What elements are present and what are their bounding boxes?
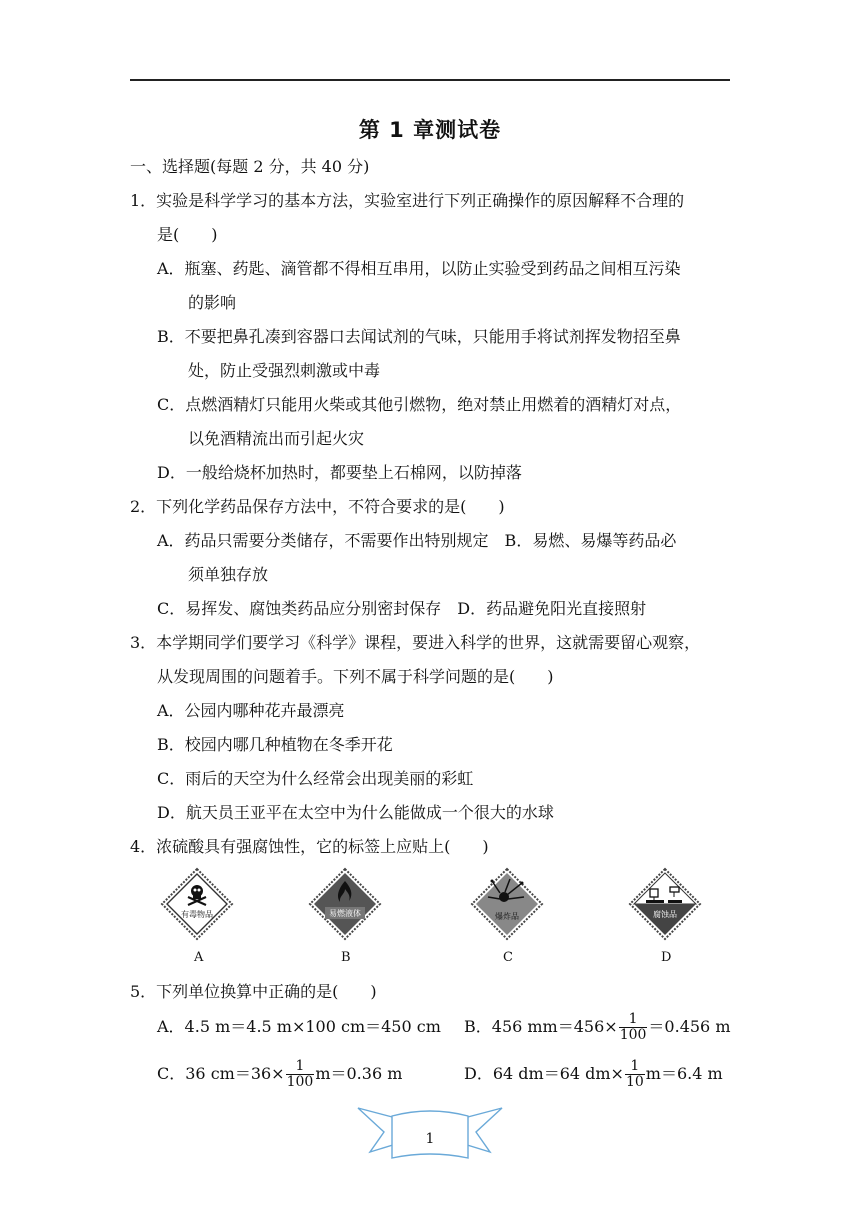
q3-option-a: A．公园内哪种花卉最漂亮	[157, 701, 345, 720]
q3-option-c: C．雨后的天空为什么经常会出现美丽的彩虹	[157, 769, 474, 788]
label-text-c: 爆炸品	[495, 912, 519, 921]
toxic-label-icon	[160, 867, 234, 941]
q1-option-c: C．点燃酒精灯只能用火柴或其他引燃物，绝对禁止用燃着的酒精灯对点，	[157, 395, 682, 414]
q5-option-d-prefix: D．64 dm＝64 dm×	[464, 1064, 624, 1083]
fraction	[619, 1012, 648, 1043]
header-rule	[130, 79, 730, 81]
q1-option-b-cont: 处，防止受强烈刺激或中毒	[188, 361, 381, 380]
q5-stem: 5．下列单位换算中正确的是( )	[130, 982, 377, 1001]
q5-option-b-prefix: B．456 mm＝456×	[464, 1017, 618, 1036]
q4-stem: 4．浓硫酸具有强腐蚀性，它的标签上应贴上( )	[130, 837, 489, 856]
q5-option-d	[464, 1055, 723, 1093]
fraction-numerator: 1	[619, 1012, 648, 1028]
label-letter-c: C	[503, 950, 513, 965]
q1-option-b: B．不要把鼻孔凑到容器口去闻试剂的气味，只能用手将试剂挥发物招至鼻	[157, 327, 681, 346]
label-text-a: 有毒物品	[181, 910, 213, 919]
q1-option-c-cont: 以免酒精流出而引起火灾	[188, 429, 365, 448]
q3-stem-cont: 从发现周围的问题着手。下列不属于科学问题的是( )	[157, 667, 554, 686]
label-text-d: 腐蚀品	[653, 910, 677, 919]
q5-option-c-suffix: m＝0.36 m	[315, 1064, 403, 1083]
fraction-numerator: 1	[286, 1059, 315, 1075]
q5-option-b-suffix: ＝0.456 m	[648, 1017, 731, 1036]
flammable-label-icon	[308, 867, 382, 941]
q1-option-a-cont: 的影响	[188, 293, 237, 312]
q5-option-a: A．4.5 m＝4.5 m×100 cm＝450 cm	[157, 1017, 441, 1036]
page-title: 第 1 章测试卷	[358, 118, 502, 142]
q5-option-c	[157, 1055, 402, 1093]
label-letter-a: A	[194, 950, 204, 965]
fraction-numerator: 1	[625, 1059, 645, 1075]
q3-option-b: B．校园内哪几种植物在冬季开花	[157, 735, 393, 754]
q3-stem: 3．本学期同学们要学习《科学》课程，要进入科学的世界，这就需要留心观察，	[130, 633, 701, 652]
q1-option-d: D．一般给烧杯加热时，都要垫上石棉网，以防掉落	[157, 463, 522, 482]
q5-option-d-suffix: m＝6.4 m	[645, 1064, 723, 1083]
corrosive-label-icon	[628, 867, 702, 941]
section-heading: 一、选择题(每题 2 分，共 40 分)	[130, 157, 370, 176]
q2-stem: 2．下列化学药品保存方法中，不符合要求的是( )	[130, 497, 505, 516]
q1-stem: 1．实验是科学学习的基本方法，实验室进行下列正确操作的原因解释不合理的	[130, 191, 685, 210]
q2-options-ab: A．药品只需要分类储存，不需要作出特别规定 B．易燃、易爆等药品必	[157, 531, 677, 550]
fraction-denominator: 10	[625, 1074, 644, 1090]
label-text-b: 易燃液体	[329, 909, 361, 918]
q1-option-a: A．瓶塞、药匙、滴管都不得相互串用，以防止实验受到药品之间相互污染	[157, 259, 681, 278]
q2-options-cd: C．易挥发、腐蚀类药品应分别密封保存 D．药品避免阳光直接照射	[157, 599, 647, 618]
label-letter-b: B	[341, 950, 351, 965]
fraction	[286, 1059, 315, 1090]
label-letter-d: D	[661, 950, 672, 965]
q5-option-c-prefix: C．36 cm＝36×	[157, 1064, 285, 1083]
fraction	[625, 1059, 645, 1090]
q5-option-b	[464, 1008, 731, 1046]
fraction-denominator: 100	[619, 1027, 647, 1043]
fraction-denominator: 100	[286, 1074, 314, 1090]
q3-option-d: D．航天员王亚平在太空中为什么能做成一个很大的水球	[157, 803, 554, 822]
explosive-label-icon	[470, 867, 544, 941]
q2-options-ab-cont: 须单独存放	[188, 565, 269, 584]
q1-stem-cont: 是( )	[157, 225, 218, 244]
page-number: 1	[425, 1131, 435, 1147]
